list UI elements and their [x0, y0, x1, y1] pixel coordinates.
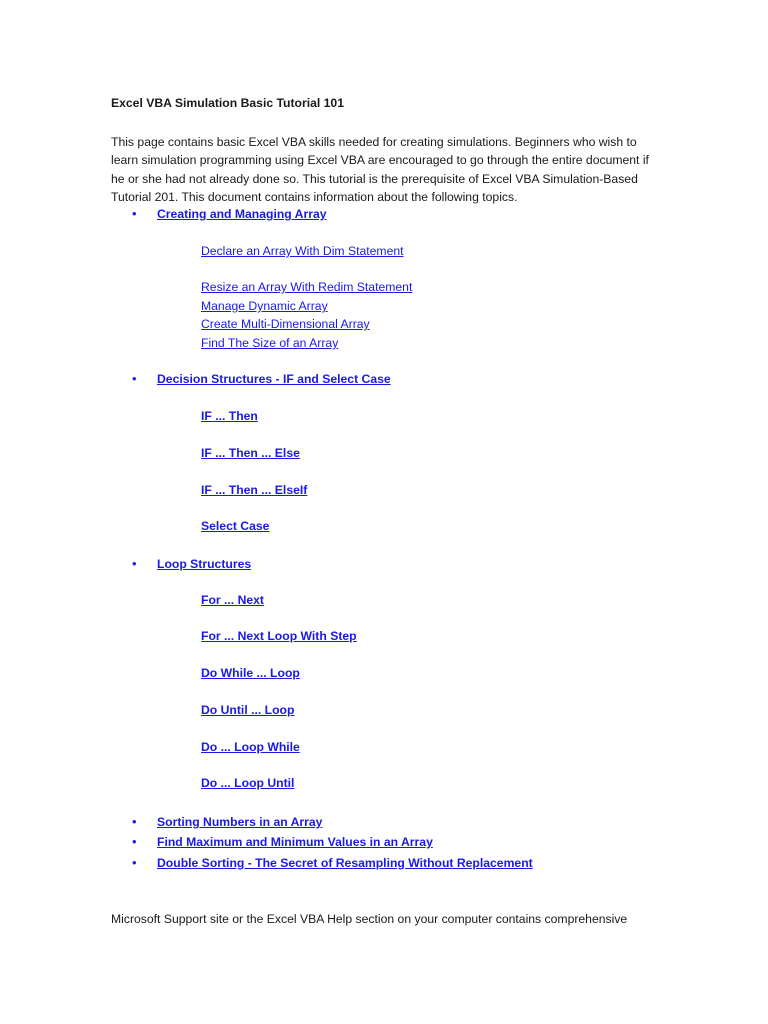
subtopic-link[interactable]: Do ... Loop Until — [201, 776, 295, 790]
subtopic-link[interactable]: Do ... Loop While — [201, 740, 300, 754]
subtopic-link[interactable]: Resize an Array With Redim Statement — [201, 280, 413, 294]
page-title: Excel VBA Simulation Basic Tutorial 101 — [111, 96, 344, 110]
topic-link-decisions[interactable]: Decision Structures - IF and Select Case — [157, 372, 391, 386]
intro-line: learn simulation programming using Excel VBA are encouraged to go through the entire document if — [111, 153, 649, 168]
subtopic-link[interactable]: IF ... Then — [201, 409, 258, 423]
subtopic-link[interactable]: Manage Dynamic Array — [201, 299, 328, 313]
subtopic-link[interactable]: Find The Size of an Array — [201, 336, 339, 350]
topic-link-arrays[interactable]: Creating and Managing Array — [157, 207, 327, 221]
subtopic-link[interactable]: For ... Next Loop With Step — [201, 629, 357, 643]
topic-link-sorting[interactable]: Sorting Numbers in an Array — [157, 815, 323, 829]
bullet-icon: • — [132, 556, 137, 571]
topic-link-double-sorting[interactable]: Double Sorting - The Secret of Resampling Without Replacement — [157, 856, 533, 870]
subtopic-link[interactable]: IF ... Then ... Else — [201, 446, 300, 460]
intro-line: This page contains basic Excel VBA skills needed for creating simulations. Beginners who wish to — [111, 135, 637, 149]
intro-paragraph — [111, 133, 649, 207]
subtopic-link[interactable]: Do Until ... Loop — [201, 703, 295, 717]
subtopic-link[interactable]: Select Case — [201, 519, 270, 533]
subtopic-link[interactable]: Declare an Array With Dim Statement — [201, 244, 404, 258]
subtopic-link[interactable]: Do While ... Loop — [201, 666, 300, 680]
bullet-icon: • — [132, 371, 137, 386]
bullet-icon: • — [132, 855, 137, 870]
bullet-icon: • — [132, 834, 137, 849]
bullet-icon: • — [132, 206, 137, 221]
intro-line: he or she had not already done so. This tutorial is the prerequisite of Excel VBA Simulation-Based — [111, 171, 638, 186]
subtopic-link[interactable]: Create Multi-Dimensional Array — [201, 317, 370, 331]
subtopic-link[interactable]: For ... Next — [201, 593, 264, 607]
footer-text: Microsoft Support site or the Excel VBA Help section on your computer contains comprehensive — [111, 912, 628, 926]
topic-link-loops[interactable]: Loop Structures — [157, 557, 252, 571]
subtopic-link[interactable]: IF ... Then ... ElseIf — [201, 483, 308, 497]
topic-link-minmax[interactable]: Find Maximum and Minimum Values in an Array — [157, 835, 433, 849]
intro-line: Tutorial 201. This document contains information about the following topics. — [111, 190, 518, 205]
bullet-icon: • — [132, 814, 137, 829]
